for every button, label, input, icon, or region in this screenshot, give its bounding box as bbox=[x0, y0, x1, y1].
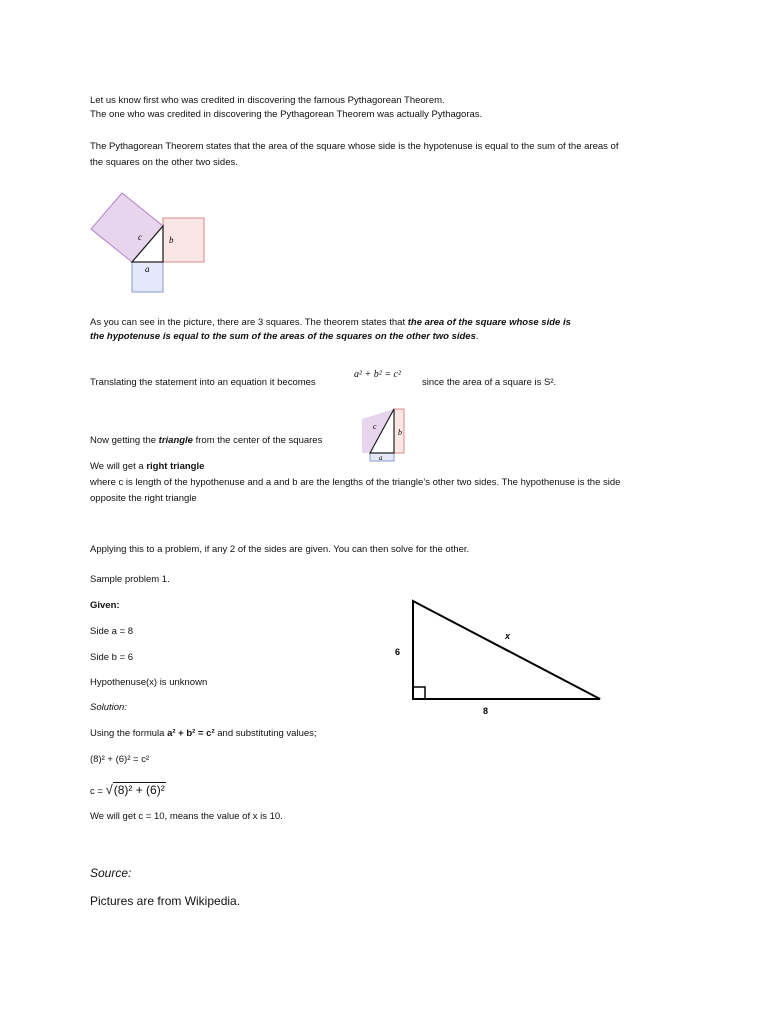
formula-prefix: Using the formula bbox=[90, 728, 168, 739]
equation-image: a² + b² = c² bbox=[354, 369, 401, 380]
small-label-b: b bbox=[398, 428, 402, 437]
picture-note-end: . bbox=[475, 331, 479, 342]
problem-triangle bbox=[413, 601, 600, 699]
substitution-line: (8)² + (6)² = c² bbox=[90, 754, 150, 765]
right-triangle-emphasis: right triangle bbox=[146, 461, 205, 472]
translate-prefix: Translating the statement into an equation it becomes bbox=[90, 377, 316, 388]
solution-label: Solution: bbox=[90, 702, 127, 713]
side-b: Side b = 6 bbox=[90, 652, 134, 663]
right-triangle-line-1 bbox=[90, 461, 204, 473]
result-line: We will get c = 10, means the value of x is 10. bbox=[90, 811, 283, 822]
c-prefix: c = bbox=[90, 786, 106, 797]
intro-line-2: The one who was credited in discovering the Pythagorean Theorem was actually Pythagoras. bbox=[90, 109, 483, 120]
source-text: Pictures are from Wikipedia. bbox=[90, 894, 241, 908]
given-label: Given: bbox=[90, 600, 120, 611]
picture-note-line-2 bbox=[90, 331, 479, 343]
picture-note-prefix: As you can see in the picture, there are 3 squares. The theorem states that bbox=[90, 317, 408, 328]
right-triangle-line-2: where c is length of the hypothenuse and a and b are the lengths of the triangle’s other two sides. The hypothenuse is the side bbox=[90, 477, 621, 488]
triangle-note bbox=[90, 435, 322, 447]
label-6: 6 bbox=[395, 647, 401, 657]
sqrt-sign: √ bbox=[105, 782, 113, 797]
right-triangle-line-3: opposite the right triangle bbox=[90, 493, 197, 504]
right-angle-marker bbox=[413, 687, 425, 699]
translate-suffix: since the area of a square is S². bbox=[422, 377, 557, 388]
picture-note-line-1 bbox=[90, 317, 571, 329]
problem-triangle-figure bbox=[395, 595, 605, 716]
label-c: c bbox=[138, 232, 142, 242]
right-triangle-prefix: We will get a bbox=[90, 461, 147, 472]
c-expression bbox=[90, 784, 166, 798]
intro-line-1: Let us know first who was credited in discovering the famous Pythagorean Theorem. bbox=[90, 95, 445, 106]
pythagoras-squares-figure bbox=[85, 188, 215, 298]
label-x: x bbox=[505, 631, 511, 641]
statement-line-2: the squares on the other two sides. bbox=[90, 157, 238, 168]
picture-note-emphasis-2: the hypotenuse is equal to the sum of the areas of the squares on the other two sides bbox=[90, 331, 476, 342]
small-triangle-figure bbox=[360, 405, 410, 461]
label-8: 8 bbox=[483, 706, 489, 716]
source-heading: Source: bbox=[90, 866, 132, 880]
statement-line-1: The Pythagorean Theorem states that the area of the square whose side is the hypotenuse is equal to the sum of the areas of bbox=[90, 141, 619, 152]
side-a: Side a = 8 bbox=[90, 626, 134, 637]
formula: a² + b² = c² bbox=[167, 728, 215, 739]
formula-suffix: and substituting values; bbox=[214, 728, 317, 739]
label-b: b bbox=[169, 235, 174, 245]
triangle-note-suffix: from the center of the squares bbox=[192, 435, 323, 446]
apply-paragraph: Applying this to a problem, if any 2 of the sides are given. You can then solve for the other. bbox=[90, 544, 470, 555]
picture-note-emphasis-1: the area of the square whose side is bbox=[407, 317, 571, 328]
small-label-a: a bbox=[379, 454, 383, 462]
triangle-note-prefix: Now getting the bbox=[90, 435, 159, 446]
hypotenuse-unknown: Hypothenuse(x) is unknown bbox=[90, 677, 208, 688]
c-radicand: (8)² + (6)² bbox=[113, 783, 165, 797]
label-a: a bbox=[145, 264, 150, 274]
triangle-note-emphasis: triangle bbox=[158, 435, 193, 446]
problem-title: Sample problem 1. bbox=[90, 574, 170, 585]
formula-line bbox=[90, 728, 317, 740]
small-label-c: c bbox=[373, 422, 377, 431]
